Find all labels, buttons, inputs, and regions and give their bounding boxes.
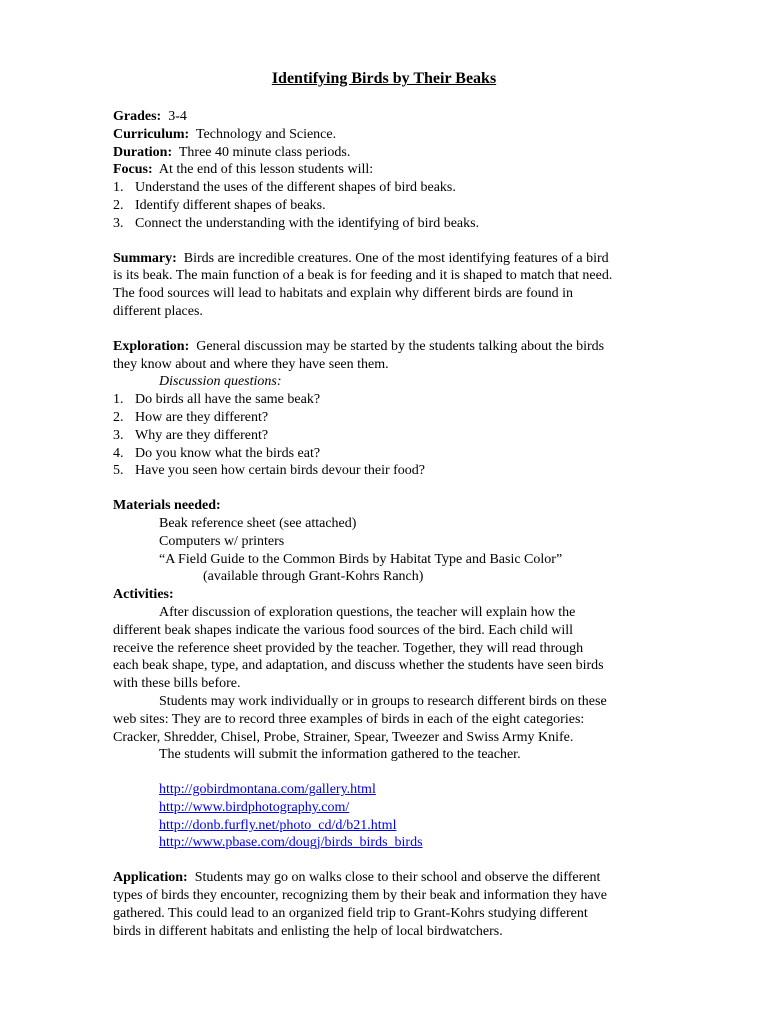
curriculum-line (113, 126, 658, 144)
discussion-questions-label: Discussion questions: (159, 374, 282, 390)
materials-label: Materials needed: (113, 498, 221, 514)
duration-value: Three 40 minute class periods. (178, 144, 351, 160)
discussion-questions-list (113, 391, 658, 480)
list-item: 1. Do birds all have the same beak? (113, 392, 321, 408)
list-item: 3. Why are they different? (113, 427, 269, 443)
focus-list (113, 179, 658, 232)
list-item: 2. Identify different shapes of beaks. (113, 197, 326, 213)
link-pbase-dougj[interactable]: http://www.pbase.com/dougj/birds_birds_birds (159, 835, 423, 851)
grades-label: Grades: (113, 109, 162, 124)
list-item: 3. Connect the understanding with the identifying of bird beaks. (113, 215, 480, 231)
list-item: “A Field Guide to the Common Birds by Habitat Type and Basic Color” (159, 551, 563, 567)
activities-section: Activities: After discussion of exploration questions, the teacher will explain how the different beak shapes indicate the various food sources of the bird. Each child will receive the reference sheet provided by the teacher. Together, they will read through each beak shape, type, and adaptation, and discuss whether the students have seen birds with these bills before. Students may work individually or in groups to research different birds on these web sites: They are to record three examples of birds in each of the eight categories: Cracker, Shredder, Chisel, Probe, Strainer, Spear, Tweezer and Swiss Army Knife. The students will submit the information gathered to the teacher. http://gobirdmontana.com/gallery.html http://www.birdphotography.com/ http://donb.furfly.net/photo_cd/d/b21.html http://www.pbase.com/dougj/birds_birds_birds (113, 586, 658, 852)
list-item: 1. Understand the uses of the different shapes of bird beaks. (113, 180, 456, 196)
focus-label: Focus: (113, 162, 153, 178)
grades-value: 3-4 (168, 109, 187, 124)
list-item: 2. How are they different? (113, 409, 269, 425)
application-label: Application: (113, 870, 188, 886)
exploration-label: Exploration: (113, 338, 190, 354)
document-body (113, 108, 658, 940)
materials-note: (available through Grant-Kohrs Ranch) (203, 569, 424, 585)
summary-label: Summary: (113, 250, 177, 266)
web-links (113, 781, 658, 852)
curriculum-label: Curriculum: (113, 126, 190, 142)
focus-value: At the end of this lesson students will: (158, 162, 374, 178)
list-item: 5. Have you seen how certain birds devour their food? (113, 463, 426, 479)
activities-label: Activities: (113, 587, 174, 603)
grades-line (113, 108, 658, 126)
link-donb-furfly[interactable]: http://donb.furfly.net/photo_cd/d/b21.html (159, 817, 397, 833)
exploration-section: Exploration: General discussion may be started by the students talking about the birds they know about and where they have seen them. Discussion questions: 1. Do birds all have the same beak? 2. How are they different? 3. Why are they different? 4. Do you know what the birds eat? 5. Have you seen how certain birds devour their food? (113, 338, 658, 480)
focus-line (113, 161, 658, 179)
application-section: Application: Students may go on walks close to their school and observe the different types of birds they encounter, recognizing them by their beak and information they have gathered. This could lead to an organized field trip to Grant-Kohrs studying different birds in different habitats and enlisting the help of local birdwatchers. (113, 870, 607, 939)
link-gobirdmontana[interactable]: http://gobirdmontana.com/gallery.html (159, 782, 376, 798)
summary-section: Summary: Birds are incredible creatures. One of the most identifying features of a bird is its beak. The main function of a beak is for feeding and it is shaped to match that need. The food sources will lead to habitats and explain why different birds are found in different places. (113, 250, 613, 319)
duration-line (113, 144, 658, 162)
curriculum-value: Technology and Science. (195, 126, 337, 142)
materials-section (113, 497, 658, 586)
page-title: Identifying Birds by Their Beaks (271, 70, 497, 87)
list-item: Computers w/ printers (159, 533, 285, 549)
list-item: 4. Do you know what the birds eat? (113, 445, 321, 461)
duration-label: Duration: (113, 144, 173, 160)
list-item: Beak reference sheet (see attached) (159, 515, 357, 531)
link-birdphotography[interactable]: http://www.birdphotography.com/ (159, 799, 350, 815)
